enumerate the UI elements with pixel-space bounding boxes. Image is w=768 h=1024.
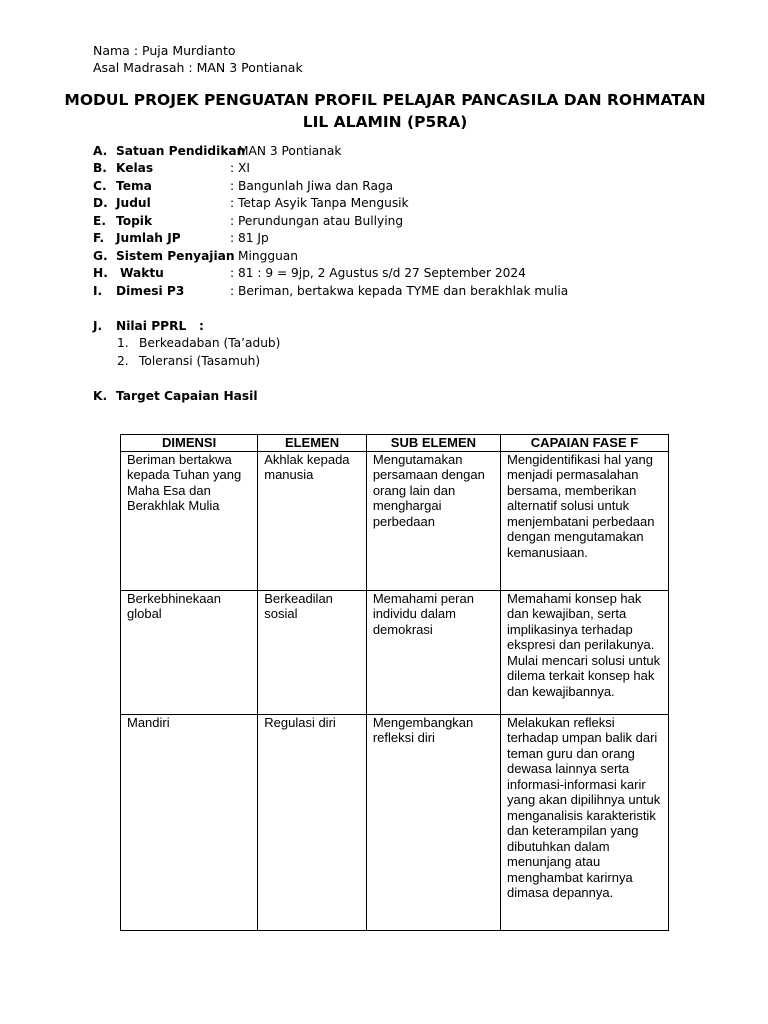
info-letter: C.	[93, 179, 107, 193]
title-line-2: LIL ALAMIN (P5RA)	[302, 113, 468, 131]
cell-dimensi: Mandiri	[121, 714, 258, 930]
table-row	[121, 714, 669, 930]
info-value: : XI	[230, 161, 250, 175]
info-label: Dimesi P3	[116, 284, 185, 298]
column-header-elemen: ELEMEN	[258, 435, 367, 452]
info-label: Jumlah JP	[116, 231, 181, 245]
list-text: Toleransi (Tasamuh)	[139, 354, 261, 368]
table-row	[121, 451, 669, 590]
info-value: : Mingguan	[230, 249, 298, 263]
cell-dimensi: Berkebhinekaan global	[121, 590, 258, 714]
info-value: : 81 : 9 = 9jp, 2 Agustus s/d 27 September 2024	[230, 266, 526, 280]
info-letter: B.	[93, 161, 107, 175]
author-name: Nama : Puja Murdianto	[93, 43, 236, 58]
author-school: Asal Madrasah : MAN 3 Pontianak	[93, 60, 303, 75]
cell-elemen: Akhlak kepada manusia	[258, 451, 367, 590]
table-header-row	[121, 435, 669, 452]
info-label: Tema	[116, 179, 152, 193]
title-line-1: MODUL PROJEK PENGUATAN PROFIL PELAJAR PANCASILA DAN ROHMATAN	[64, 91, 706, 109]
info-value: : Bangunlah Jiwa dan Raga	[230, 179, 394, 193]
info-label: Satuan Pendidikan	[116, 144, 246, 158]
info-value: : 81 Jp	[230, 231, 269, 245]
cell-sub-elemen: Mengutamakan persamaan dengan orang lain dan menghargai perbedaan	[366, 451, 500, 590]
info-label: Topik	[116, 214, 153, 228]
info-label: Judul	[116, 196, 151, 210]
list-number: 2.	[117, 354, 129, 368]
info-value: : Perundungan atau Bullying	[230, 214, 404, 228]
cell-sub-elemen: Memahami peran individu dalam demokrasi	[366, 590, 500, 714]
info-value: : Beriman, bertakwa kepada TYME dan berakhlak mulia	[230, 284, 569, 298]
info-value: : MAN 3 Pontianak	[230, 144, 342, 158]
cell-capaian: Melakukan refleksi terhadap umpan balik dari teman guru dan orang dewasa lainnya serta informasi-informasi karir yang akan dipilihnya untuk menganalisis karakteristik dan keterampilan yang dibutuhkan dalam menunjang atau menghambat karirnya dimasa depannya.	[500, 714, 668, 930]
cell-elemen: Regulasi diri	[258, 714, 367, 930]
document-title	[60, 89, 710, 133]
table-row	[121, 590, 669, 714]
info-label: Sistem Penyajian	[116, 249, 235, 263]
cell-dimensi: Beriman bertakwa kepada Tuhan yang Maha Esa dan Berakhlak Mulia	[121, 451, 258, 590]
column-header-sub-elemen: SUB ELEMEN	[366, 435, 500, 452]
cell-elemen: Berkeadilan sosial	[258, 590, 367, 714]
list-number: 1.	[117, 336, 129, 350]
info-label: Kelas	[116, 161, 154, 175]
list-text: Berkeadaban (Ta’adub)	[139, 336, 281, 350]
info-letter: F.	[93, 231, 105, 245]
cell-capaian: Memahami konsep hak dan kewajiban, serta implikasinya terhadap ekspresi dan perilakunya. Mulai mencari solusi untuk dilema terkait konsep hak dan kewajibannya.	[500, 590, 668, 714]
info-letter: G.	[93, 249, 108, 263]
info-letter: E.	[93, 214, 106, 228]
cell-sub-elemen: Mengembangkan refleksi diri	[366, 714, 500, 930]
cell-capaian: Mengidentifikasi hal yang menjadi permasalahan bersama, memberikan alternatif solusi untuk menjembatani perbedaan dengan mengutamakan kemanusiaan.	[500, 451, 668, 590]
info-value: : Tetap Asyik Tanpa Mengusik	[230, 196, 409, 210]
info-label: Waktu	[120, 266, 164, 280]
column-header-dimensi: DIMENSI	[121, 435, 258, 452]
target-letter: K.	[93, 389, 108, 403]
info-letter: D.	[93, 196, 108, 210]
nilai-letter: J.	[93, 319, 103, 333]
info-letter: I.	[93, 284, 103, 298]
nilai-label: Nilai PPRL :	[116, 319, 204, 333]
info-letter: A.	[93, 144, 108, 158]
column-header-capaian: CAPAIAN FASE F	[500, 435, 668, 452]
target-label: Target Capaian Hasil	[116, 389, 258, 403]
capaian-table	[120, 434, 669, 931]
info-letter: H.	[93, 266, 108, 280]
